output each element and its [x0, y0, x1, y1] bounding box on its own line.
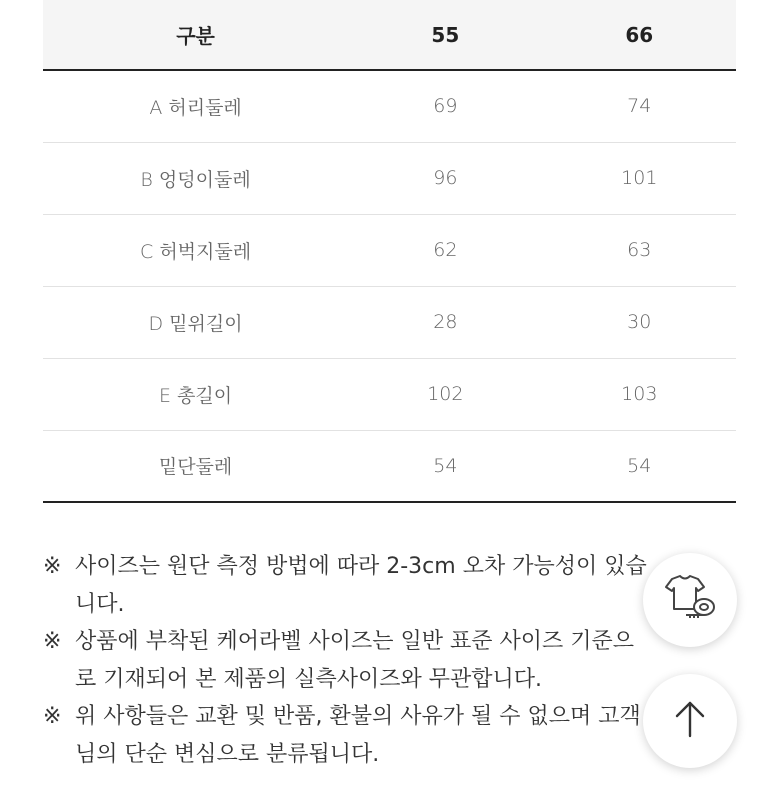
- row-label: E 총길이: [159, 384, 233, 407]
- cell-55: 28: [433, 311, 458, 333]
- cell-55: 69: [433, 95, 458, 118]
- table-row: [43, 430, 736, 502]
- reference-mark: ※: [43, 554, 62, 579]
- cell-66: 30: [627, 311, 652, 333]
- size-table: [43, 0, 736, 503]
- cell-55: 96: [433, 167, 458, 189]
- cell-66: 103: [621, 383, 658, 405]
- tshirt-tape-measure-icon: [660, 573, 720, 627]
- cell-66: 101: [621, 167, 658, 189]
- note-line: 로 기재되어 본 제품의 실측사이즈와 무관합니다.: [75, 666, 543, 692]
- cell-66: 63: [627, 239, 652, 261]
- table-row: [43, 142, 736, 214]
- size-guide-button[interactable]: [643, 553, 737, 647]
- note-no-refund: [43, 698, 743, 773]
- scroll-top-button[interactable]: [643, 674, 737, 768]
- note-care-label: [43, 623, 743, 698]
- row-label: B 엉덩이둘레: [140, 168, 251, 191]
- header-size-55: 55: [431, 22, 460, 47]
- row-label: 밑단둘레: [158, 456, 233, 479]
- header-category: 구분: [176, 24, 215, 48]
- row-label: D 밑위길이: [148, 312, 243, 335]
- note-line: 니다.: [75, 591, 125, 617]
- cell-55: 54: [433, 454, 458, 477]
- size-notes: [43, 548, 743, 773]
- reference-mark: ※: [43, 629, 62, 654]
- note-measurement-error: [43, 548, 743, 623]
- table-row: [43, 214, 736, 286]
- arrow-up-icon: [673, 699, 707, 743]
- row-label: C 허벅지둘레: [140, 240, 252, 263]
- size-table-header-row: [43, 0, 736, 70]
- note-line: 님의 단순 변심으로 분류됩니다.: [75, 741, 380, 767]
- note-line: 사이즈는 원단 측정 방법에 따라 2-3cm 오차 가능성이 있습: [75, 554, 647, 579]
- size-table-container: [43, 0, 736, 503]
- table-row: [43, 358, 736, 430]
- note-line: 상품에 부착된 케어라벨 사이즈는 일반 표준 사이즈 기준으: [75, 629, 635, 654]
- row-label: A 허리둘레: [149, 96, 242, 119]
- cell-55: 62: [433, 239, 458, 261]
- table-row: [43, 286, 736, 358]
- cell-66: 54: [627, 454, 652, 477]
- reference-mark: ※: [43, 704, 62, 729]
- table-row: [43, 70, 736, 142]
- note-line: 위 사항들은 교환 및 반품, 환불의 사유가 될 수 없으며 고객: [75, 704, 641, 729]
- header-size-66: 66: [625, 22, 654, 47]
- cell-66: 74: [627, 95, 652, 118]
- cell-55: 102: [427, 383, 464, 405]
